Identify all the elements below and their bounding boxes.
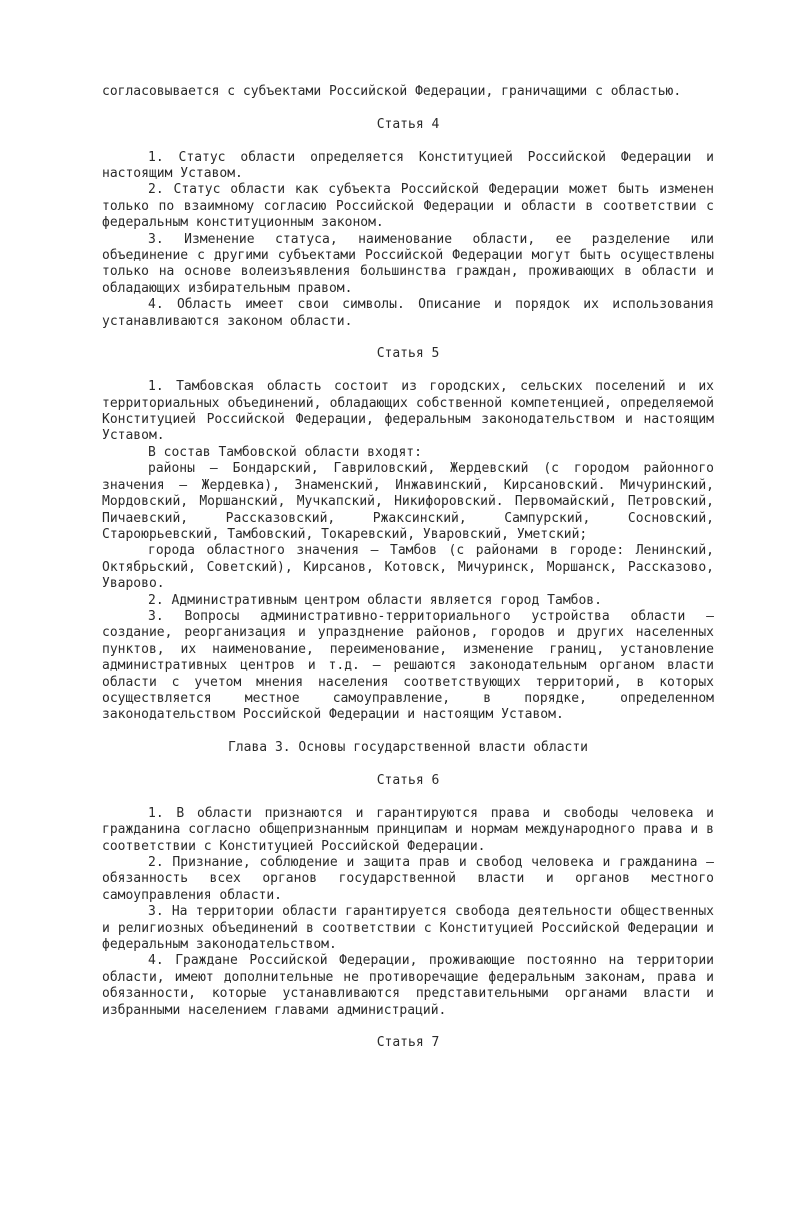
chapter-3-title: Глава 3. Основы государственной власти области <box>227 740 589 756</box>
article-6-paragraph-3: 3. На территории области гарантируется свобода деятельности общественных и религиозных объединений в соответствии с Конституцией Российской Федерации и федеральным законодательством. <box>102 904 714 953</box>
article-5-paragraph-3: районы – Бондарский, Гавриловский, Жердевский (с городом районного значения – Жердевка), Знаменский, Инжавинский, Кирсановский. Мичуринский, Мордовский, Моршанский, Мучкапский, Никифоровский. Первомайский, Петровский, Пичаевский, Рассказовский, Ржаксинский, Сампурский, Сосновский, Староюрьевский, Тамбовский, Токаревский, Уваровский, Уметский; <box>102 461 714 542</box>
article-5-title: Статья 5 <box>376 346 440 362</box>
intro-paragraph: согласовывается с субъектами Российской Федерации, граничащими с областью. <box>102 84 682 99</box>
article-4-paragraph-2: 2. Статус области как субъекта Российской Федерации может быть изменен только по взаимному согласию Российской Федерации и области в соответствии с федеральным конституционным законом. <box>102 182 714 231</box>
article-4-title: Статья 4 <box>376 116 440 132</box>
article-6-paragraph-2: 2. Признание, соблюдение и защита прав и свобод человека и гражданина – обязанность всех органов государственной власти и органов местного самоуправления области. <box>102 854 714 903</box>
article-6-paragraph-1: 1. В области признаются и гарантируются права и свободы человека и гражданина согласно общепризнанным принципам и нормам международного права и в соответствии с Конституцией Российской Федерации. <box>102 805 714 854</box>
article-7-title: Статья 7 <box>376 1035 440 1051</box>
article-6-paragraph-4: 4. Граждане Российской Федерации, проживающие постоянно на территории области, имеют дополнительные не противоречащие федеральным законам, права и обязанности, которые устанавливаются представительными органами власти и избранными населением главами администраций. <box>102 953 714 1018</box>
article-5-paragraph-1: 1. Тамбовская область состоит из городских, сельских поселений и их территориальных объединений, обладающих собственной компетенцией, определяемой Конституцией Российской Федерации, федеральным законодательством и настоящим Уставом. <box>102 379 714 444</box>
article-5-paragraph-5: 2. Административным центром области является город Тамбов. <box>148 592 602 608</box>
article-4-paragraph-1: 1. Статус области определяется Конституцией Российской Федерации и настоящим Уставом. <box>102 149 714 181</box>
article-4-paragraph-3: 3. Изменение статуса, наименование области, ее разделение или объединение с другими субъектами Российской Федерации могут быть осуществлены только на основе волеизъявления большинства граждан, проживающих в области и обладающих избирательным правом. <box>102 231 714 296</box>
article-4-paragraph-4: 4. Область имеет свои символы. Описание и порядок их использования устанавливаются законом области. <box>102 297 714 329</box>
article-5-paragraph-6: 3. Вопросы административно-территориального устройства области – создание, реорганизация и упразднение районов, городов и других населенных пунктов, их наименование, переименование, изменение границ, установление административных центров и т.д. – решаются законодательным органом власти области с учетом мнения населения соответствующих территорий, в которых осуществляется местное самоуправление, в порядке, определенном законодательством Российской Федерации и настоящим Уставом. <box>102 608 714 723</box>
article-6-title: Статья 6 <box>376 772 440 788</box>
article-5-paragraph-2: В состав Тамбовской области входят: <box>148 444 422 460</box>
article-5-paragraph-4: города областного значения – Тамбов (с районами в городе: Ленинский, Октябрьский, Советский), Кирсанов, Котовск, Мичуринск, Моршанск, Рассказово, Уварово. <box>102 543 714 592</box>
